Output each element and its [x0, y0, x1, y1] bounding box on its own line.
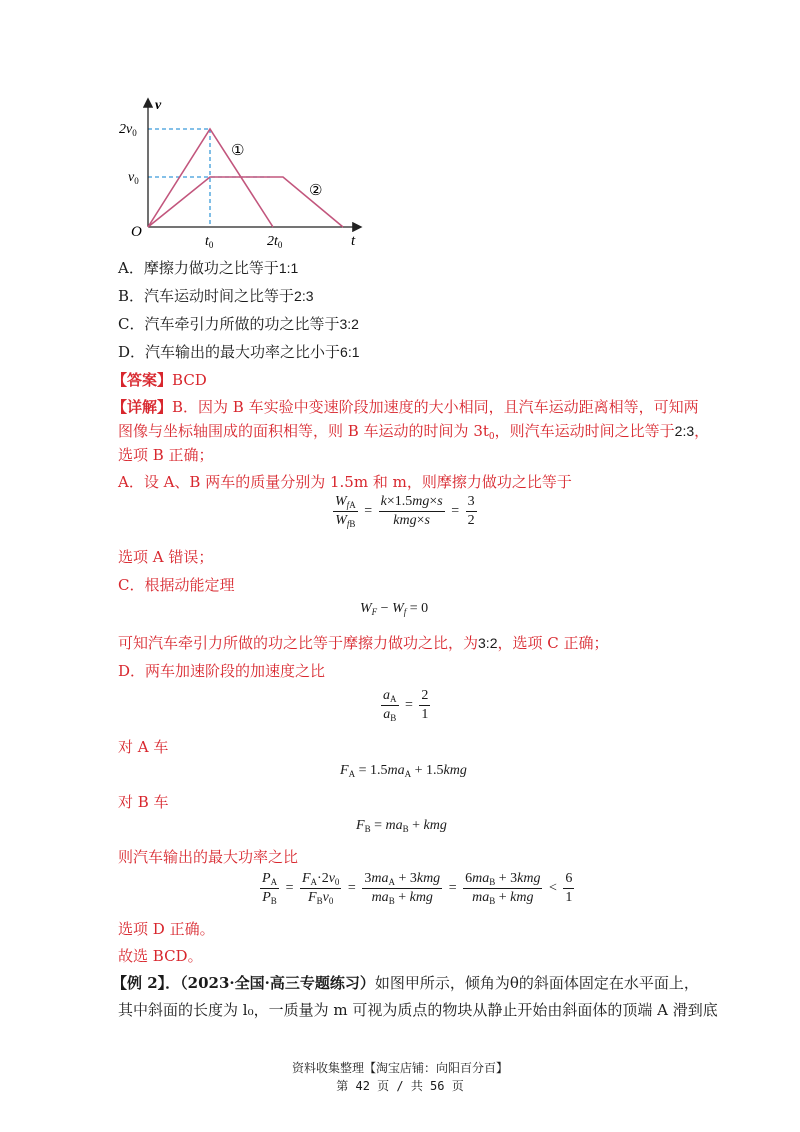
detail-sub-0: 0 [488, 432, 495, 442]
curve-1-label: ① [231, 141, 245, 159]
tick-label-2v0: $2v_0$ [119, 122, 137, 138]
equation-power: $\frac{P_A}{P_B}$ = $\frac{F_A\cdot 2v_0}{F_Bv_0}$ = $\frac{3ma_A + 3kmg}{ma_B + kmg}$ = $\frac{6ma_B + 3kmg}{ma_B + kmg}$ < $\frac{6}{1}$ [262, 871, 573, 906]
detail-text-1: B．因为 B 车实验中变速阶段加速度的大小相同，且汽车运动距离相等，可知两 [172, 398, 699, 416]
option-d-ratio: 6:1 [340, 344, 360, 360]
detail-ratio-2: 2:3 [674, 423, 695, 439]
detail-ratio-c2: 3:2 [478, 635, 498, 651]
footer-page-number: 第 42 页 / 共 56 页 [336, 1079, 464, 1093]
option-a [118, 258, 298, 278]
answer-label: 【答案】 [112, 371, 173, 389]
velocity-time-graph [115, 95, 375, 255]
detail-line-c2 [118, 633, 609, 653]
detail-text-2a: 图像与坐标轴围成的面积相等，则 B 车运动的时间为 3t [118, 422, 489, 440]
detail-line-d-ok: 选项 D 正确。 [118, 920, 215, 938]
answer-line [112, 370, 207, 390]
example-2-text-1: 如图甲所示，倾角为θ的斜面体固定在水平面上， [374, 974, 699, 992]
option-c-ratio: 3:2 [339, 316, 359, 332]
option-c-text: C．汽车牵引力所做的功之比等于 [118, 315, 340, 333]
origin-label: O [131, 224, 142, 240]
curve-2-label: ② [309, 181, 323, 199]
option-b [118, 286, 314, 306]
axis-label-v: v [155, 98, 162, 113]
equation-acceleration: $\frac{a_A}{a_B}$ = $\frac{2}{1}$ [383, 688, 429, 723]
detail-power: 则汽车输出的最大功率之比 [118, 848, 299, 866]
detail-line-3: 选项 B 正确； [118, 446, 214, 464]
tick-label-2t0: $2t_0$ [267, 234, 283, 250]
equation-energy: $W_F - W_f = 0$ [360, 601, 429, 617]
detail-car-b: 对 B 车 [118, 793, 169, 811]
option-b-ratio: 2:3 [294, 288, 314, 304]
axis-label-t: t [351, 233, 356, 249]
example-2-source: （2023·全国·高三专题练习） [180, 974, 375, 992]
equation-friction-work: $\frac{W_{fA}}{W_{fB}}$ = $\frac{k\times 1.5mg\times s}{\text{kmg×s}}$ = $\frac{3}{2}$ [335, 494, 475, 529]
detail-label: 【详解】 [112, 398, 173, 416]
option-c [118, 314, 359, 334]
option-b-text: B．汽车运动时间之比等于 [118, 287, 295, 305]
example-2-label: 【例 2】． [112, 974, 181, 992]
detail-line-1 [112, 397, 699, 417]
detail-line-2 [118, 421, 709, 447]
detail-text-2end: ， [694, 422, 710, 440]
detail-conclusion: 故选 BCD。 [118, 947, 203, 965]
option-d [118, 342, 360, 362]
answer-value: BCD [172, 371, 207, 389]
detail-line-d: D．两车加速阶段的加速度之比 [118, 662, 326, 680]
example-2-line-1 [112, 973, 699, 993]
equation-force-b: $F_B = ma_B$ + kmg [356, 818, 447, 834]
detail-text-c2a: 可知汽车牵引力所做的功之比等于摩擦力做功之比，为 [118, 634, 479, 652]
detail-line-a: A．设 A、B 两车的质量分别为 1.5m 和 m，则摩擦力做功之比等于 [118, 473, 572, 491]
option-a-text: A．摩擦力做功之比等于 [118, 259, 279, 277]
detail-line-c: C．根据动能定理 [118, 576, 235, 594]
tick-label-v0: $v_0$ [128, 170, 139, 186]
option-a-ratio: 1:1 [278, 260, 299, 276]
option-d-text: D．汽车输出的最大功率之比小于 [118, 343, 341, 361]
detail-text-c2b: ，选项 C 正确； [497, 634, 609, 652]
detail-text-2b: ，则汽车运动时间之比等于 [494, 422, 675, 440]
tick-label-t0: $t_0$ [205, 234, 214, 250]
example-2-line-2: 其中斜面的长度为 l₀，一质量为 m 可视为质点的物块从静止开始由斜面体的顶端 A 滑到底 [118, 1001, 718, 1019]
equation-force-a: $F_A = 1.5ma_A + 1.5kmg$ [340, 763, 467, 779]
footer-source: 资料收集整理【淘宝店铺：向阳百分百】 [291, 1061, 508, 1075]
detail-car-a: 对 A 车 [118, 738, 169, 756]
detail-line-a-err: 选项 A 错误； [118, 548, 214, 566]
